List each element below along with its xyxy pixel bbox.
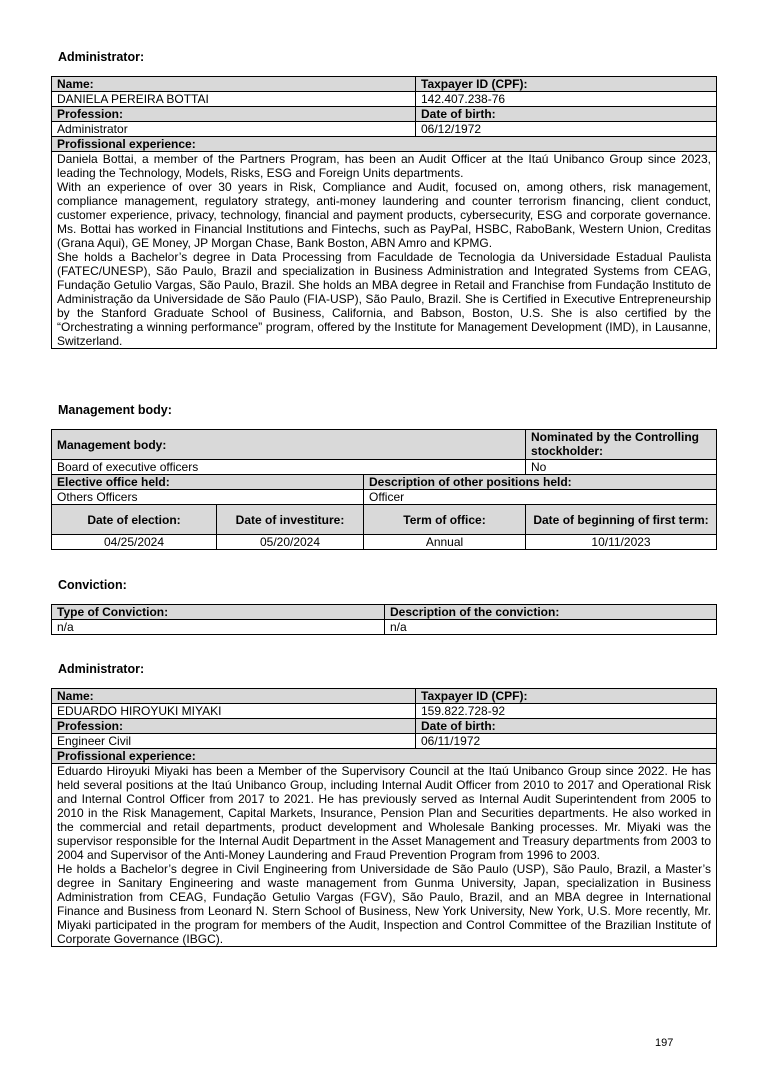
administrator-heading: Administrator: — [58, 50, 145, 64]
profession-value: Engineer Civil — [52, 734, 416, 749]
name-value: DANIELA PEREIRA BOTTAI — [52, 92, 416, 107]
administrator-heading: Administrator: — [58, 662, 145, 676]
cpf-value: 159.822.728-92 — [416, 704, 717, 719]
management-body-value: Board of executive officers — [52, 460, 526, 475]
term-of-office-value: Annual — [364, 535, 526, 550]
cpf-label: Taxpayer ID (CPF): — [416, 689, 717, 704]
dob-label: Date of birth: — [416, 719, 717, 734]
dob-value: 06/12/1972 — [416, 122, 717, 137]
nominated-value: No — [526, 460, 717, 475]
management-body-heading: Management body: — [58, 403, 172, 417]
term-of-office-label: Term of office: — [364, 505, 526, 535]
conviction-type-label: Type of Conviction: — [52, 605, 385, 620]
dob-value: 06/11/1972 — [416, 734, 717, 749]
administrator-table — [51, 688, 717, 947]
conviction-table — [51, 604, 717, 635]
experience-paragraph: With an experience of over 30 years in Risk, Compliance and Audit, focused on, among others, risk management, compliance management, regulatory strategy, anti-money laundering and counter terrorism financing, client conduct, customer experience, privacy, technology, financial and payment products, cybersecurity, ESG and corporate governance. Ms. Bottai has worked in Financial Institutions and Fintechs, such as PayPal, HSBC, RaboBank, Western Union, Creditas (Grana Aqui), GE Money, JP Morgan Chase, Bank Boston, ABN Amro and KPMG. — [57, 180, 711, 250]
experience-paragraph: She holds a Bachelor’s degree in Data Processing from Faculdade de Tecnologia da Universidade Estadual Paulista (FATEC/UNESP), São Paulo, Brazil and specialization in Business Administration and Integrated Systems from CEAG, Fundação Getulio Vargas, São Paulo, Brazil. She holds an MBA degree in Retail and Franchise from Fundação Instituto de Administração da Universidade de São Paulo (FIA-USP), São Paulo, Brazil. She is Certified in Executive Entrepreneurship by the Stanford Graduate School of Business, California, and Babson, Boston, U.S. She is also certified by the “Orchestrating a winning performance” program, offered by the Institute for Management Development (IMD), in Lausanne, Switzerland. — [57, 250, 711, 348]
other-positions-value: Officer — [364, 490, 717, 505]
conviction-type-value: n/a — [52, 620, 385, 635]
election-date-label: Date of election: — [52, 505, 217, 535]
first-term-date-value: 10/11/2023 — [526, 535, 717, 550]
other-positions-label: Description of other positions held: — [364, 475, 717, 490]
conviction-description-value: n/a — [385, 620, 717, 635]
profession-label: Profession: — [52, 719, 416, 734]
page-number: 197 — [655, 1037, 674, 1049]
experience-paragraph: Daniela Bottai, a member of the Partners Program, has been an Audit Officer at the Itaú Unibanco Group since 2023, leading the Technology, Models, Risks, ESG and Foreign Units departments. — [57, 152, 711, 180]
cpf-label: Taxpayer ID (CPF): — [416, 77, 717, 92]
conviction-description-label: Description of the conviction: — [385, 605, 717, 620]
name-value: EDUARDO HIROYUKI MIYAKI — [52, 704, 416, 719]
experience-label: Profissional experience: — [52, 749, 717, 764]
experience-paragraph: Eduardo Hiroyuki Miyaki has been a Member of the Supervisory Council at the Itaú Unibanco Group since 2022. He has held several positions at the Itaú Unibanco Group, including Internal Audit Officer from 2010 to 2017 and Operational Risk and Internal Control Officer from 2017 to 2021. He has previously served as Internal Audit Superintendent from 2005 to 2010 in the Risk Management, Capital Markets, Insurance, Pension Plan and Securities departments. He also worked in the commercial and retail departments, product development and Wholesale Banking processes. Mr. Miyaki was the supervisor responsible for the Internal Audit Department in the Asset Management and Treasury departments from 2003 to 2004 and Supervisor of the Anti-Money Laundering and Fraud Prevention Program from 1996 to 2003. — [57, 764, 711, 862]
profession-value: Administrator — [52, 122, 416, 137]
experience-text — [52, 764, 717, 947]
management-body-label: Management body: — [52, 430, 526, 460]
conviction-heading: Conviction: — [58, 578, 127, 592]
election-date-value: 04/25/2024 — [52, 535, 217, 550]
dob-label: Date of birth: — [416, 107, 717, 122]
name-label: Name: — [52, 77, 416, 92]
experience-label: Profissional experience: — [52, 137, 717, 152]
management-body-table — [51, 429, 717, 550]
elective-office-value: Others Officers — [52, 490, 364, 505]
elective-office-label: Elective office held: — [52, 475, 364, 490]
name-label: Name: — [52, 689, 416, 704]
investiture-date-label: Date of investiture: — [217, 505, 364, 535]
administrator-table — [51, 76, 717, 349]
experience-text — [52, 152, 717, 349]
first-term-date-label: Date of beginning of first term: — [526, 505, 717, 535]
nominated-label: Nominated by the Controlling stockholder: — [526, 430, 717, 460]
cpf-value: 142.407.238-76 — [416, 92, 717, 107]
profession-label: Profession: — [52, 107, 416, 122]
experience-paragraph: He holds a Bachelor’s degree in Civil Engineering from Universidade de São Paulo (USP), São Paulo, Brazil, a Master’s degree in Sanitary Engineering and waste management from Gunma University, Japan, specialization in Business Administration from CEAG, Fundação Getulio Vargas (FGV), São Paulo, Brazil, and an MBA degree in International Finance and Business from Leonard N. Stern School of Business, New York University, New York, U.S. More recently, Mr. Miyaki participated in the program for members of the Audit, Inspection and Control Committee of the Brazilian Institute of Corporate Governance (IBGC). — [57, 862, 711, 946]
investiture-date-value: 05/20/2024 — [217, 535, 364, 550]
